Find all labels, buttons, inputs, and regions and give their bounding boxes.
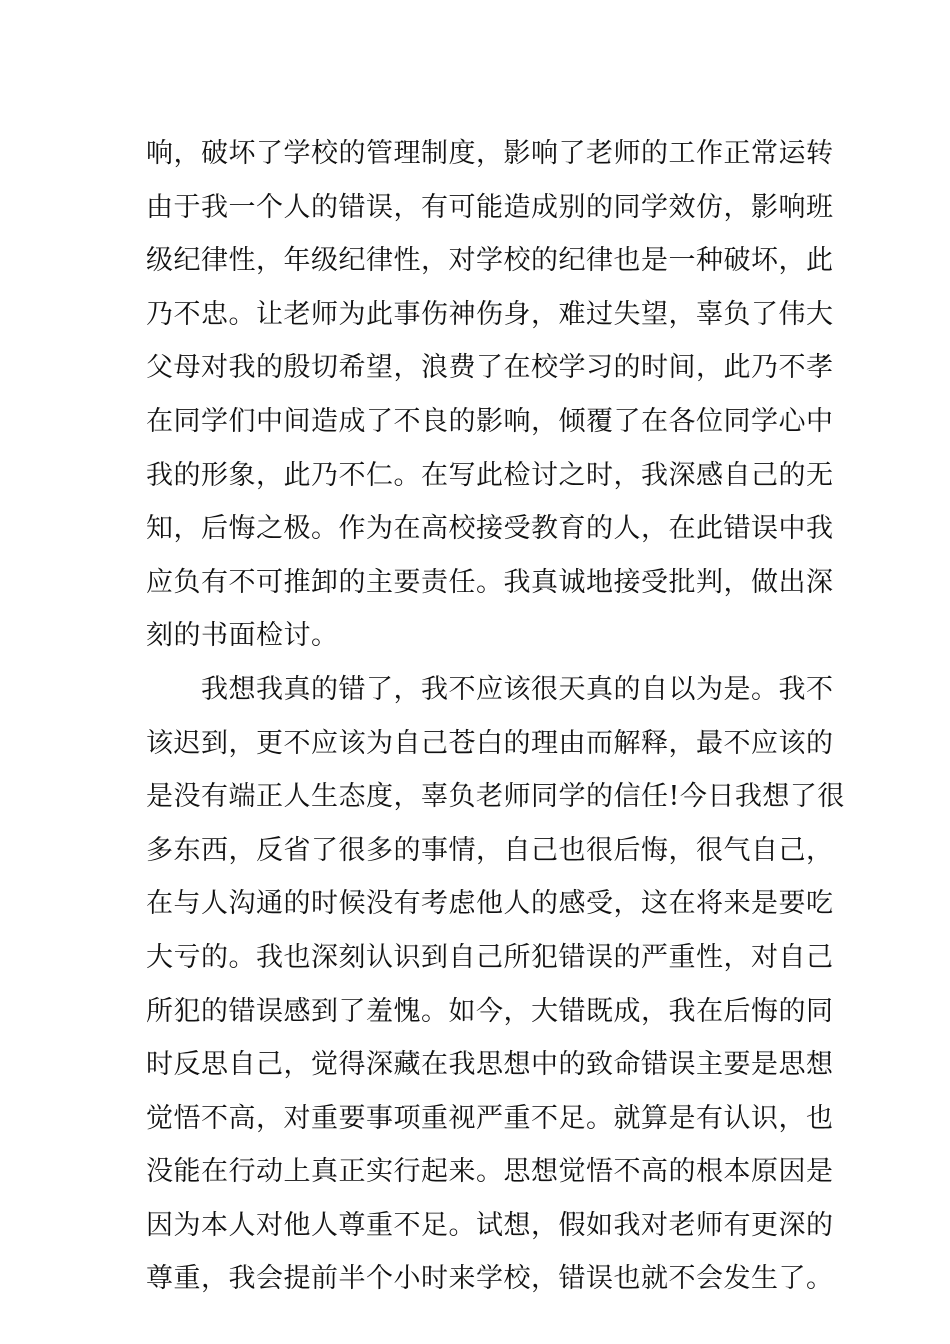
text-line: 大亏的。我也深刻认识到自己所犯错误的严重性，对自己 bbox=[146, 941, 834, 973]
text-line: 知，后悔之极。作为在高校接受教育的人，在此错误中我 bbox=[146, 513, 834, 545]
text-line: 刻的书面检讨。 bbox=[146, 620, 339, 652]
text-line: 是没有端正人生态度，辜负老师同学的信任!今日我想了很 bbox=[146, 781, 845, 813]
text-line: 级纪律性，年级纪律性，对学校的纪律也是一种破坏，此 bbox=[146, 245, 834, 277]
paragraph-1 bbox=[146, 127, 834, 663]
text-line: 时反思自己，觉得深藏在我思想中的致命错误主要是思想 bbox=[146, 1049, 834, 1081]
text-line: 乃不忠。让老师为此事伤神伤身，难过失望，辜负了伟大 bbox=[146, 298, 834, 330]
text-line: 由于我一个人的错误，有可能造成别的同学效仿，影响班 bbox=[146, 191, 834, 223]
text-line: 多东西，反省了很多的事情，自己也很后悔，很气自己， bbox=[146, 834, 834, 866]
document-body bbox=[146, 127, 845, 1306]
text-line: 因为本人对他人尊重不足。试想，假如我对老师有更深的 bbox=[146, 1209, 834, 1241]
text-line: 父母对我的殷切希望，浪费了在校学习的时间，此乃不孝 bbox=[146, 352, 834, 384]
text-line: 我的形象，此乃不仁。在写此检讨之时，我深感自己的无 bbox=[146, 459, 834, 491]
text-line: 所犯的错误感到了羞愧。如今，大错既成，我在后悔的同 bbox=[146, 995, 834, 1027]
text-line: 应负有不可推卸的主要责任。我真诚地接受批判，做出深 bbox=[146, 566, 834, 598]
text-line: 我想我真的错了，我不应该很天真的自以为是。我不 bbox=[201, 673, 834, 705]
text-line: 该迟到，更不应该为自己苍白的理由而解释，最不应该的 bbox=[146, 727, 834, 759]
text-line: 在与人沟通的时候没有考虑他人的感受，这在将来是要吃 bbox=[146, 888, 834, 920]
text-line: 在同学们中间造成了不良的影响，倾覆了在各位同学心中 bbox=[146, 405, 834, 437]
text-line: 尊重，我会提前半个小时来学校，错误也就不会发生了。 bbox=[146, 1263, 834, 1295]
paragraph-2 bbox=[146, 663, 845, 1306]
text-line: 没能在行动上真正实行起来。思想觉悟不高的根本原因是 bbox=[146, 1156, 834, 1188]
text-line: 觉悟不高，对重要事项重视严重不足。就算是有认识，也 bbox=[146, 1102, 834, 1134]
text-line: 响，破坏了学校的管理制度，影响了老师的工作正常运转 bbox=[146, 138, 834, 169]
